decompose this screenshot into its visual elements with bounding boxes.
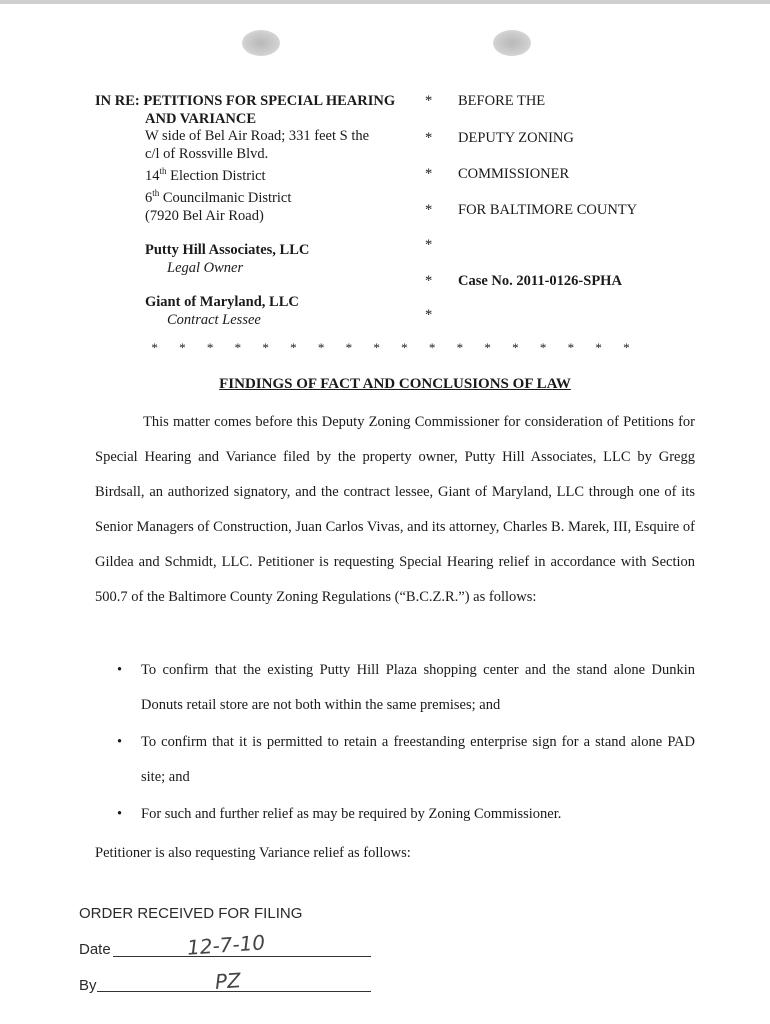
councilmanic-district: 6th Councilmanic District [145, 188, 292, 207]
list-item-text: To confirm that the existing Putty Hill Plaza shopping center and the stand alone Dunkin Donuts retail store are not both within the same premises; and [141, 662, 695, 713]
lessee-name: Giant of Maryland, LLC [145, 294, 299, 311]
list-item-text: For such and further relief as may be required by Zoning Commissioner. [141, 806, 562, 822]
punch-hole-left [242, 30, 280, 56]
stamp-by-label: By [79, 977, 97, 994]
bullet-dot: • [117, 662, 123, 678]
caption-title-line1: IN RE: PETITIONS FOR SPECIAL HEARING [95, 93, 396, 109]
location-line1: W side of Bel Air Road; 331 feet S the [145, 128, 370, 144]
caption-left [95, 93, 425, 329]
list-item [95, 653, 695, 723]
caption-star: * [425, 130, 433, 146]
owner-role: Legal Owner [167, 259, 244, 276]
date-line [113, 956, 371, 957]
caption-star: * [425, 307, 433, 323]
owner-name: Putty Hill Associates, LLC [145, 242, 310, 259]
list-item [95, 725, 695, 795]
caption-star: * [425, 273, 433, 289]
caption-star: * [425, 93, 433, 109]
location-line2: c/l of Rossville Blvd. [145, 145, 269, 162]
star-divider: * * * * * * * * * * * * * * * * * * [151, 340, 639, 355]
before-the: BEFORE THE [458, 93, 546, 109]
deputy-zoning: DEPUTY ZONING [458, 130, 574, 146]
caption-star: * [425, 237, 433, 253]
handwritten-initials: PZ [214, 968, 242, 994]
punch-hole-right [493, 30, 531, 56]
property-address: (7920 Bel Air Road) [145, 207, 264, 224]
relief-list [95, 653, 695, 834]
handwritten-date: 12-7-10 [186, 930, 266, 960]
caption-star: * [425, 166, 433, 182]
list-item-text: To confirm that it is permitted to retain a freestanding enterprise sign for a stand alone PAD site; and [141, 734, 695, 785]
commissioner: COMMISSIONER [458, 166, 570, 182]
for-baltimore-county: FOR BALTIMORE COUNTY [458, 202, 638, 218]
election-district: 14th Election District [145, 166, 266, 184]
bullet-dot: • [117, 806, 123, 822]
list-item [95, 797, 695, 832]
stamp-date-label: Date [79, 941, 111, 958]
case-number: Case No. 2011-0126-SPHA [458, 273, 622, 289]
stamp-title: ORDER RECEIVED FOR FILING [79, 905, 303, 922]
lessee-role: Contract Lessee [167, 311, 261, 328]
bullet-dot: • [117, 734, 123, 750]
caption-title-line2: AND VARIANCE [145, 110, 257, 127]
findings-heading: FINDINGS OF FACT AND CONCLUSIONS OF LAW [219, 376, 571, 392]
intro-paragraph: This matter comes before this Deputy Zoning Commissioner for consideration of Petitions for Special Hearing and Variance filed by the property owner, Putty Hill Associates, LLC by Gregg Birdsall, an authorized signatory, and the contract lessee, Giant of Maryland, LLC through one of its Senior Managers of Construction, Juan Carlos Vivas, and its attorney, Charles B. Marek, III, Esquire of Gildea and Schmidt, LLC. Petitioner is requesting Special Hearing relief in accordance with Section 500.7 of the Baltimore County Zoning Regulations (“B.C.Z.R.”) as follows: [95, 414, 695, 605]
caption-star: * [425, 202, 433, 218]
variance-intro: Petitioner is also requesting Variance relief as follows: [95, 845, 411, 861]
scan-top-edge [0, 0, 770, 4]
